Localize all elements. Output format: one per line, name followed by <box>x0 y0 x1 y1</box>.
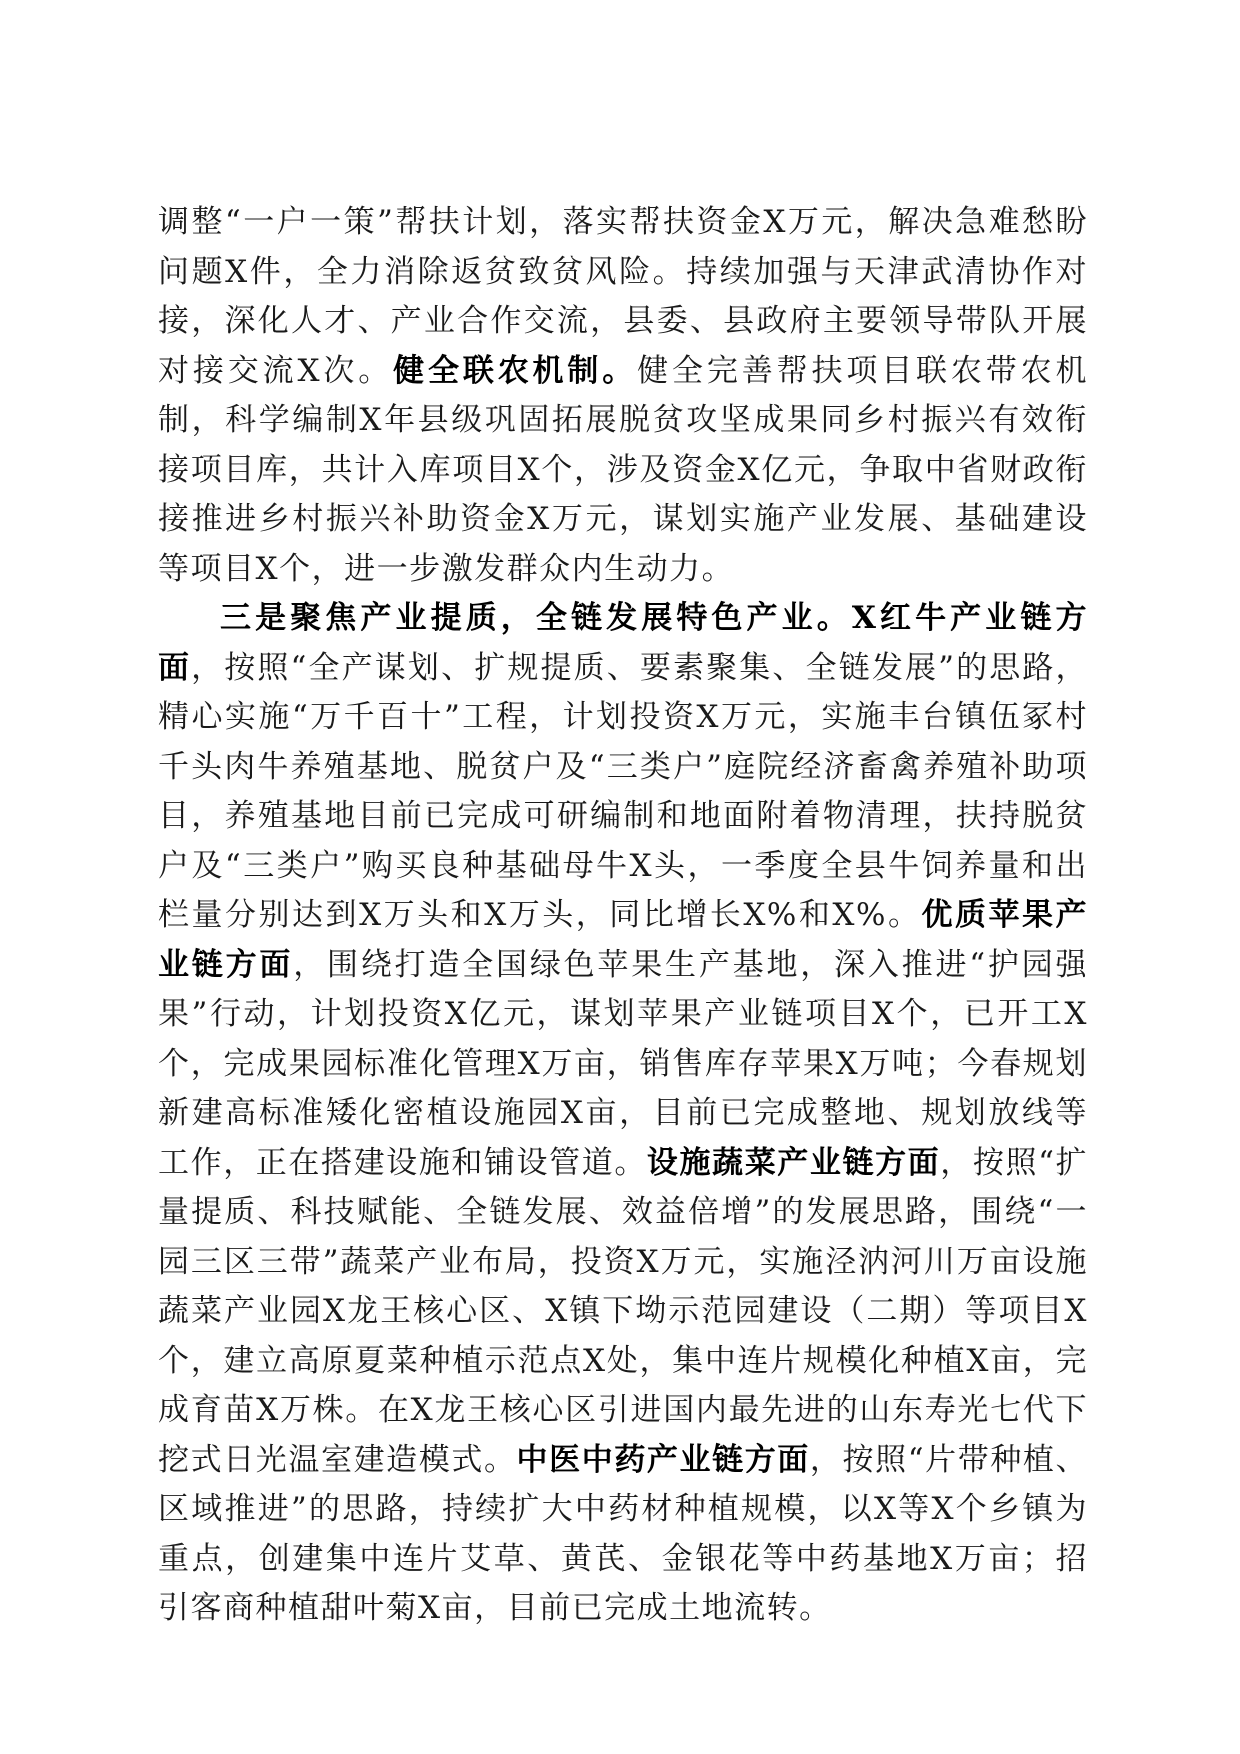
paragraph-text: ，按照“扩量提质、科技赋能、全链发展、效益倍增”的发展思路，围绕“一园三区三带”蔬菜产业布局，投资X万元，实施泾汭河川万亩设施蔬菜产业园X龙王核心区、X镇下坳示范园建设（二期）等项目X个，建立高原夏菜种植示范点X处，集中连片规模化种植X亩，完成育苗X万株。在X龙王核心区引进国内最先进的山东寿光七代下挖式日光温室建造模式。 <box>158 1144 1089 1478</box>
bold-heading-section-three: 三是聚焦产业提质，全链发展特色产业。X红牛产业链方面 <box>158 600 1088 686</box>
paragraph-industry-upgrade <box>158 594 1088 1634</box>
paragraph-text: 调整“一户一策”帮扶计划，落实帮扶资金X万元，解决急难愁盼问题X件，全力消除返贫致贫风险。持续加强与天津武清协作对接，深化人才、产业合作交流，县委、县政府主要领导带队开展对接交流X次。 <box>158 204 1088 389</box>
bold-heading-herbal-medicine-chain: 中医中药产业链方面 <box>516 1441 810 1478</box>
bold-heading-farmer-linkage: 健全联农机制。 <box>393 352 638 389</box>
paragraph-text: ，按照“全产谋划、扩规提质、要素聚集、全链发展”的思路，精心实施“万千百十”工程，计划投资X万元，实施丰台镇伍冢村千头肉牛养殖基地、脱贫户及“三类户”庭院经济畜禽养殖补助项目，养殖基地目前已完成可研编制和地面附着物清理，扶持脱贫户及“三类户”购买良种基础母牛X头，一季度全县牛饲养量和出栏量分别达到X万头和X万头，同比增长X%和X%。 <box>158 649 1088 933</box>
bold-heading-vegetable-chain: 设施蔬菜产业链方面 <box>646 1144 941 1181</box>
paragraph-text: ，围绕打造全国绿色苹果生产基地，深入推进“护园强果”行动，计划投资X亿元，谋划苹果产业链项目X个，已开工X个，完成果园标准化管理X万亩，销售库存苹果X万吨；今春规划新建高标准矮化密植设施园X亩，目前已完成整地、规划放线等工作，正在搭建设施和铺设管道。 <box>158 946 1088 1181</box>
document-body <box>158 198 1088 1634</box>
paragraph-text: 健全完善帮扶项目联农带农机制，科学编制X年县级巩固拓展脱贫攻坚成果同乡村振兴有效衔接项目库，共计入库项目X个，涉及资金X亿元，争取中省财政衔接推进乡村振兴补助资金X万元，谋划实施产业发展、基础建设等项目X个，进一步激发群众内生动力。 <box>158 352 1089 587</box>
paragraph-poverty-assistance <box>158 198 1088 594</box>
paragraph-text: ，按照“片带种植、区域推进”的思路，持续扩大中药材种植规模，以X等X个乡镇为重点，创建集中连片艾草、黄芪、金银花等中药基地X万亩；招引客商种植甜叶菊X亩，目前已完成土地流转。 <box>158 1441 1089 1626</box>
bold-heading-apple-chain: 优质苹果产业链方面 <box>158 897 1089 983</box>
